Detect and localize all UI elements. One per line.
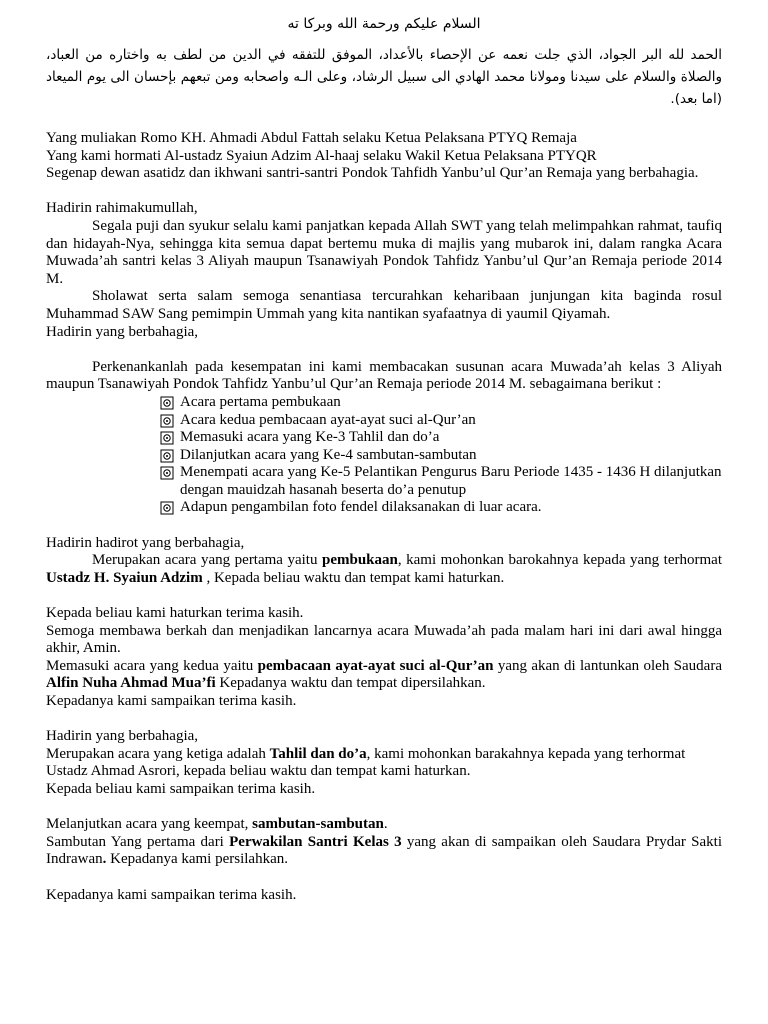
text-run: Merupakan acara yang pertama yaitu — [92, 552, 322, 569]
flower-bullet-icon — [160, 466, 174, 480]
text-run: , kami mohonkan barakahnya kepada yang terhormat Ustadz Ahmad Asrori, kepada beliau waktu dan tempat kami haturkan. — [46, 745, 686, 780]
text-run: , kami mohonkan barokahnya kepada yang terhormat — [397, 552, 722, 569]
section3-heading: Hadirin hadirot yang berbahagia, — [46, 534, 245, 551]
agenda-item — [160, 447, 722, 465]
tahlil-act-paragraph — [46, 746, 722, 781]
agenda-intro: Perkenankanlah pada kesempatan ini kami membacakan susunan acara Muwada’ah kelas 3 Aliyah maupun Tsanawiyah Pondok Tahfidz Yanbu’ul Qur’an Remaja periode 2014 M. sebagaimana berikut : — [46, 358, 722, 393]
agenda-item-text: Adapun pengambilan foto fendel dilaksanakan di luar acara. — [180, 499, 542, 516]
text-run: Sambutan Yang pertama dari — [46, 833, 230, 850]
spacer — [46, 869, 722, 887]
bold-run: sambutan-sambutan — [252, 816, 384, 833]
text-run: Melanjutkan acara yang keempat, — [46, 816, 253, 833]
text-run: Merupakan acara yang ketiga adalah — [46, 745, 270, 762]
thanks-line: Kepada beliau kami haturkan terima kasih. — [46, 605, 304, 622]
flower-bullet-icon — [160, 396, 174, 410]
section1-heading: Hadirin rahimakumullah, — [46, 200, 198, 217]
thanks-line: Kepada beliau kami sampaikan terima kasih. — [46, 780, 316, 797]
spacer — [46, 711, 722, 729]
text-run: Memasuki acara yang kedua yaitu — [46, 657, 258, 674]
section5-heading: Hadirin yang berbahagia, — [46, 728, 199, 745]
first-speech-paragraph — [46, 834, 722, 869]
quran-act-paragraph — [46, 658, 722, 693]
prayer-line: Semoga membawa berkah dan menjadikan lancarnya acara Muwada’ah pada malam hari ini dari awal hingga akhir, Amin. — [46, 622, 722, 657]
bold-run: Ustadz H. Syaiun Adzim — [46, 569, 203, 586]
agenda-item — [160, 412, 722, 430]
spacer — [46, 517, 722, 535]
document-page — [46, 14, 722, 904]
bold-run: Perwakilan Santri Kelas 3 — [229, 833, 402, 850]
agenda-item-text: Memasuki acara yang Ke-3 Tahlil dan do’a — [180, 429, 440, 446]
text-run: yang akan di sampaikan oleh Saudara Prydar Sakti Indrawan — [46, 833, 722, 868]
text-run: yang akan di lantunkan oleh Saudara — [493, 657, 722, 674]
thanks-line: Kepadanya kami sampaikan terima kasih. — [46, 693, 297, 709]
greeting-line-2: Yang kami hormati Al-ustadz Syaiun Adzim Al-haaj selaku Wakil Ketua Pelaksana PTYQR — [46, 147, 597, 164]
agenda-item — [160, 499, 722, 517]
bold-run: pembukaan — [322, 552, 398, 569]
spacer — [46, 587, 722, 605]
bold-run: pembacaan ayat-ayat suci al-Qur’an — [257, 657, 494, 674]
flower-bullet-icon — [160, 431, 174, 445]
section1-closing: Hadirin yang berbahagia, — [46, 323, 199, 340]
text-run: Kepadanya waktu dan tempat dipersilahkan. — [215, 675, 486, 692]
greeting-line-3: Segenap dewan asatidz dan ikhwani santri-santri Pondok Tahfidh Yanbu’ul Qur’an Remaja yang berbahagia. — [46, 165, 699, 182]
agenda-item-text: Menempati acara yang Ke-5 Pelantikan Pengurus Baru Periode 1435 - 1436 H dilanjutkan dengan mauidzah hasanah beserta do’a penutup — [180, 464, 722, 498]
text-run: Kepadanya kami persilahkan. — [106, 851, 288, 868]
flower-bullet-icon — [160, 414, 174, 428]
spacer — [46, 110, 722, 130]
speech-act-paragraph — [46, 816, 722, 834]
agenda-item-text: Acara kedua pembacaan ayat-ayat suci al-Qur’an — [180, 411, 476, 428]
agenda-item — [160, 429, 722, 447]
agenda-item — [160, 394, 722, 412]
greeting-line-1: Yang muliakan Romo KH. Ahmadi Abdul Fattah selaku Ketua Pelaksana PTYQ Remaja — [46, 130, 577, 146]
bold-run: Alfin Nuha Ahmad Mua’fi — [46, 675, 216, 692]
arabic-opening: الحمد لله البر الجواد، الذي جلت نعمه عن الإحصاء بالأعداد، الموفق للتفقه في الدين من لطف به واختاره من العباد، والصلاة والسلام على سيدنا ومولانا محمد الهادي الى سبيل الرشاد، وعلى الـه واصحابه ومن تبعهم بإحسان الى يوم الميعاد (اما بعد). — [46, 47, 722, 107]
spacer — [46, 341, 722, 359]
text-run: . — [383, 816, 388, 833]
flower-bullet-icon — [160, 501, 174, 515]
salam-greeting: السلام عليكم ورحمة الله وبركا ته — [287, 16, 481, 32]
agenda-item — [160, 464, 722, 499]
thanks-line: Kepadanya kami sampaikan terima kasih. — [46, 886, 297, 903]
text-run: , Kepada beliau waktu dan tempat kami haturkan. — [202, 569, 505, 586]
agenda-list — [46, 394, 722, 517]
agenda-item-text: Dilanjutkan acara yang Ke-4 sambutan-sambutan — [180, 446, 477, 463]
praise-paragraph: Segala puji dan syukur selalu kami panjatkan kepada Allah SWT yang telah melimpahkan rahmat, taufiq dan hidayah-Nya, sehingga kita semua dapat bertemu muka di majlis yang mubarok ini, dalam rangka Acara Muwada’ah santri kelas 3 Aliyah maupun Tsanawiyah Pondok Tahfidz Yanbu’ul Qur’an Remaja periode 2014 M. — [46, 217, 722, 287]
flower-bullet-icon — [160, 449, 174, 463]
spacer — [46, 183, 722, 201]
spacer — [46, 799, 722, 817]
agenda-item-text: Acara pertama pembukaan — [180, 393, 341, 410]
bold-run: Tahlil dan do’a — [269, 745, 367, 762]
bold-run: . — [102, 851, 107, 868]
sholawat-paragraph: Sholawat serta salam semoga senantiasa tercurahkan keharibaan junjungan kita baginda rosul Muhammad SAW Sang pemimpin Ummah yang kita nantikan syafaatnya di yaumil Qiyamah. — [46, 288, 722, 322]
opening-act-paragraph — [46, 552, 722, 587]
